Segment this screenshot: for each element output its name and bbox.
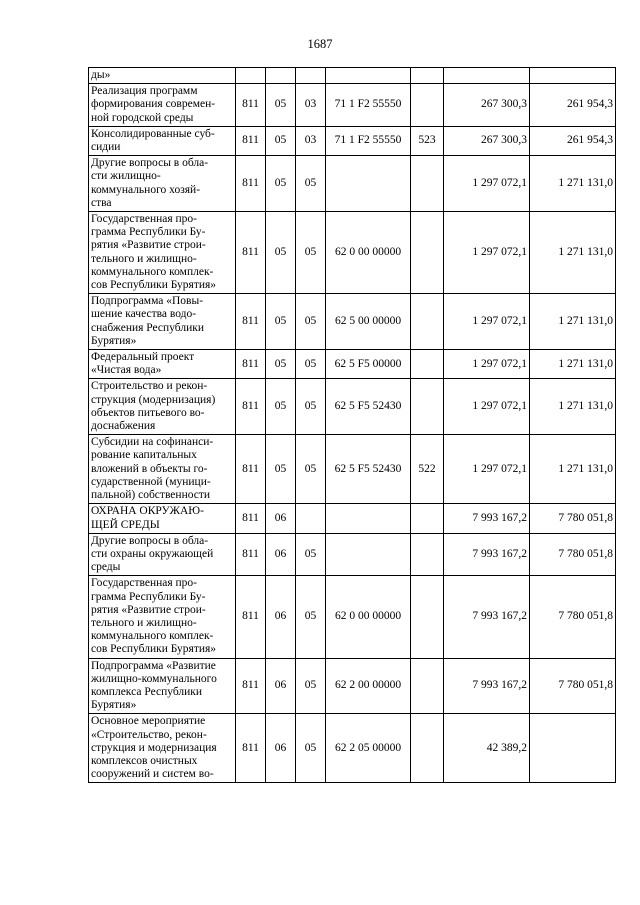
target-article-cell: 62 5 F5 00000: [326, 350, 411, 379]
amount-year1-cell: 1 297 072,1: [444, 379, 530, 435]
amount-year1-cell: 1 297 072,1: [444, 212, 530, 294]
amount-year2-cell: 1 271 131,0: [530, 156, 616, 212]
table-row: [89, 294, 616, 350]
target-article-cell: [326, 504, 411, 533]
gr-code-cell: 811: [236, 156, 266, 212]
subsection-code-cell: 05: [296, 533, 326, 576]
item-name-cell: Государственная про- грамма Республики Бу- рятия «Развитие строи- тельного и жилищно- коммунального комплек- сов Республики Бурятия»: [89, 576, 236, 658]
section-code-cell: 05: [266, 212, 296, 294]
amount-year1-cell: 7 993 167,2: [444, 576, 530, 658]
amount-year1-cell: 7 993 167,2: [444, 533, 530, 576]
subsection-code-cell: 05: [296, 294, 326, 350]
item-name-cell: Строительство и рекон- струкция (модернизация) объектов питьевого во- доснабжения: [89, 379, 236, 435]
gr-code-cell: 811: [236, 84, 266, 127]
target-article-cell: 62 0 00 00000: [326, 576, 411, 658]
target-article-cell: 62 5 F5 52430: [326, 379, 411, 435]
gr-code-cell: 811: [236, 212, 266, 294]
subsection-code-cell: 05: [296, 714, 326, 783]
expense-type-cell: [411, 658, 444, 714]
section-code-cell: 05: [266, 126, 296, 155]
gr-code-cell: 811: [236, 294, 266, 350]
item-name-cell: Другие вопросы в обла- сти охраны окружающей среды: [89, 533, 236, 576]
item-name-cell: Федеральный проект «Чистая вода»: [89, 350, 236, 379]
table-row: [89, 714, 616, 783]
amount-year2-cell: 1 271 131,0: [530, 379, 616, 435]
section-code-cell: 05: [266, 379, 296, 435]
section-code-cell: 06: [266, 576, 296, 658]
subsection-code-cell: 05: [296, 350, 326, 379]
expense-type-cell: [411, 156, 444, 212]
section-code-cell: 05: [266, 84, 296, 127]
target-article-cell: [326, 533, 411, 576]
expense-type-cell: 523: [411, 126, 444, 155]
section-code-cell: 06: [266, 658, 296, 714]
subsection-code-cell: 03: [296, 126, 326, 155]
amount-year1-cell: 267 300,3: [444, 84, 530, 127]
subsection-code-cell: 05: [296, 212, 326, 294]
amount-year2-cell: 1 271 131,0: [530, 294, 616, 350]
subsection-code-cell: 03: [296, 84, 326, 127]
subsection-code-cell: 05: [296, 658, 326, 714]
table-row: [89, 68, 616, 84]
section-code-cell: 05: [266, 435, 296, 504]
expense-type-cell: [411, 576, 444, 658]
item-name-cell: ды»: [89, 68, 236, 84]
target-article-cell: 71 1 F2 55550: [326, 84, 411, 127]
section-code-cell: 06: [266, 504, 296, 533]
subsection-code-cell: [296, 68, 326, 84]
target-article-cell: 71 1 F2 55550: [326, 126, 411, 155]
item-name-cell: Подпрограмма «Повы- шение качества водо- снабжения Республики Бурятия»: [89, 294, 236, 350]
budget-table: [88, 67, 616, 783]
amount-year2-cell: 261 954,3: [530, 126, 616, 155]
amount-year2-cell: 7 780 051,8: [530, 658, 616, 714]
table-row: [89, 350, 616, 379]
section-code-cell: 06: [266, 533, 296, 576]
table-row: [89, 504, 616, 533]
expense-type-cell: [411, 294, 444, 350]
gr-code-cell: 811: [236, 714, 266, 783]
amount-year1-cell: 1 297 072,1: [444, 350, 530, 379]
item-name-cell: Другие вопросы в обла- сти жилищно- коммунального хозяй- ства: [89, 156, 236, 212]
subsection-code-cell: 05: [296, 379, 326, 435]
amount-year1-cell: [444, 68, 530, 84]
budget-table-body: [89, 68, 616, 783]
target-article-cell: [326, 68, 411, 84]
gr-code-cell: 811: [236, 350, 266, 379]
section-code-cell: [266, 68, 296, 84]
page-number: 1687: [307, 37, 333, 51]
item-name-cell: Консолидированные суб- сидии: [89, 126, 236, 155]
table-row: [89, 658, 616, 714]
target-article-cell: 62 0 00 00000: [326, 212, 411, 294]
amount-year2-cell: 1 271 131,0: [530, 435, 616, 504]
amount-year1-cell: 7 993 167,2: [444, 504, 530, 533]
item-name-cell: Основное мероприятие «Строительство, рекон- струкция и модернизация комплексов очистных сооружений и систем во-: [89, 714, 236, 783]
item-name-cell: ОХРАНА ОКРУЖАЮ- ЩЕЙ СРЕДЫ: [89, 504, 236, 533]
amount-year1-cell: 1 297 072,1: [444, 435, 530, 504]
expense-type-cell: [411, 68, 444, 84]
target-article-cell: 62 2 05 00000: [326, 714, 411, 783]
gr-code-cell: 811: [236, 658, 266, 714]
subsection-code-cell: 05: [296, 156, 326, 212]
target-article-cell: 62 5 F5 52430: [326, 435, 411, 504]
target-article-cell: [326, 156, 411, 212]
amount-year1-cell: 42 389,2: [444, 714, 530, 783]
expense-type-cell: [411, 533, 444, 576]
gr-code-cell: 811: [236, 576, 266, 658]
expense-type-cell: [411, 212, 444, 294]
expense-type-cell: [411, 714, 444, 783]
table-row: [89, 576, 616, 658]
table-row: [89, 212, 616, 294]
amount-year2-cell: 1 271 131,0: [530, 212, 616, 294]
table-row: [89, 126, 616, 155]
target-article-cell: 62 5 00 00000: [326, 294, 411, 350]
item-name-cell: Подпрограмма «Развитие жилищно-коммунального комплекса Республики Бурятия»: [89, 658, 236, 714]
expense-type-cell: [411, 350, 444, 379]
gr-code-cell: 811: [236, 379, 266, 435]
item-name-cell: Реализация программ формирования современ- ной городской среды: [89, 84, 236, 127]
amount-year1-cell: 1 297 072,1: [444, 156, 530, 212]
target-article-cell: 62 2 00 00000: [326, 658, 411, 714]
amount-year2-cell: 7 780 051,8: [530, 504, 616, 533]
item-name-cell: Государственная про- грамма Республики Бу- рятия «Развитие строи- тельного и жилищно- коммунального комплек- сов Республики Бурятия»: [89, 212, 236, 294]
expense-type-cell: [411, 379, 444, 435]
subsection-code-cell: [296, 504, 326, 533]
subsection-code-cell: 05: [296, 576, 326, 658]
section-code-cell: 06: [266, 714, 296, 783]
section-code-cell: 05: [266, 294, 296, 350]
table-row: [89, 533, 616, 576]
amount-year2-cell: [530, 68, 616, 84]
section-code-cell: 05: [266, 156, 296, 212]
table-row: [89, 435, 616, 504]
table-row: [89, 84, 616, 127]
table-row: [89, 156, 616, 212]
amount-year1-cell: 267 300,3: [444, 126, 530, 155]
expense-type-cell: 522: [411, 435, 444, 504]
amount-year2-cell: 7 780 051,8: [530, 533, 616, 576]
gr-code-cell: [236, 68, 266, 84]
subsection-code-cell: 05: [296, 435, 326, 504]
amount-year1-cell: 1 297 072,1: [444, 294, 530, 350]
amount-year2-cell: 7 780 051,8: [530, 576, 616, 658]
amount-year1-cell: 7 993 167,2: [444, 658, 530, 714]
expense-type-cell: [411, 84, 444, 127]
gr-code-cell: 811: [236, 126, 266, 155]
amount-year2-cell: [530, 714, 616, 783]
amount-year2-cell: 1 271 131,0: [530, 350, 616, 379]
expense-type-cell: [411, 504, 444, 533]
item-name-cell: Субсидии на софинанси- рование капитальных вложений в объекты го- сударственной (муници- пальной) собственности: [89, 435, 236, 504]
gr-code-cell: 811: [236, 533, 266, 576]
gr-code-cell: 811: [236, 504, 266, 533]
amount-year2-cell: 261 954,3: [530, 84, 616, 127]
section-code-cell: 05: [266, 350, 296, 379]
table-row: [89, 379, 616, 435]
gr-code-cell: 811: [236, 435, 266, 504]
